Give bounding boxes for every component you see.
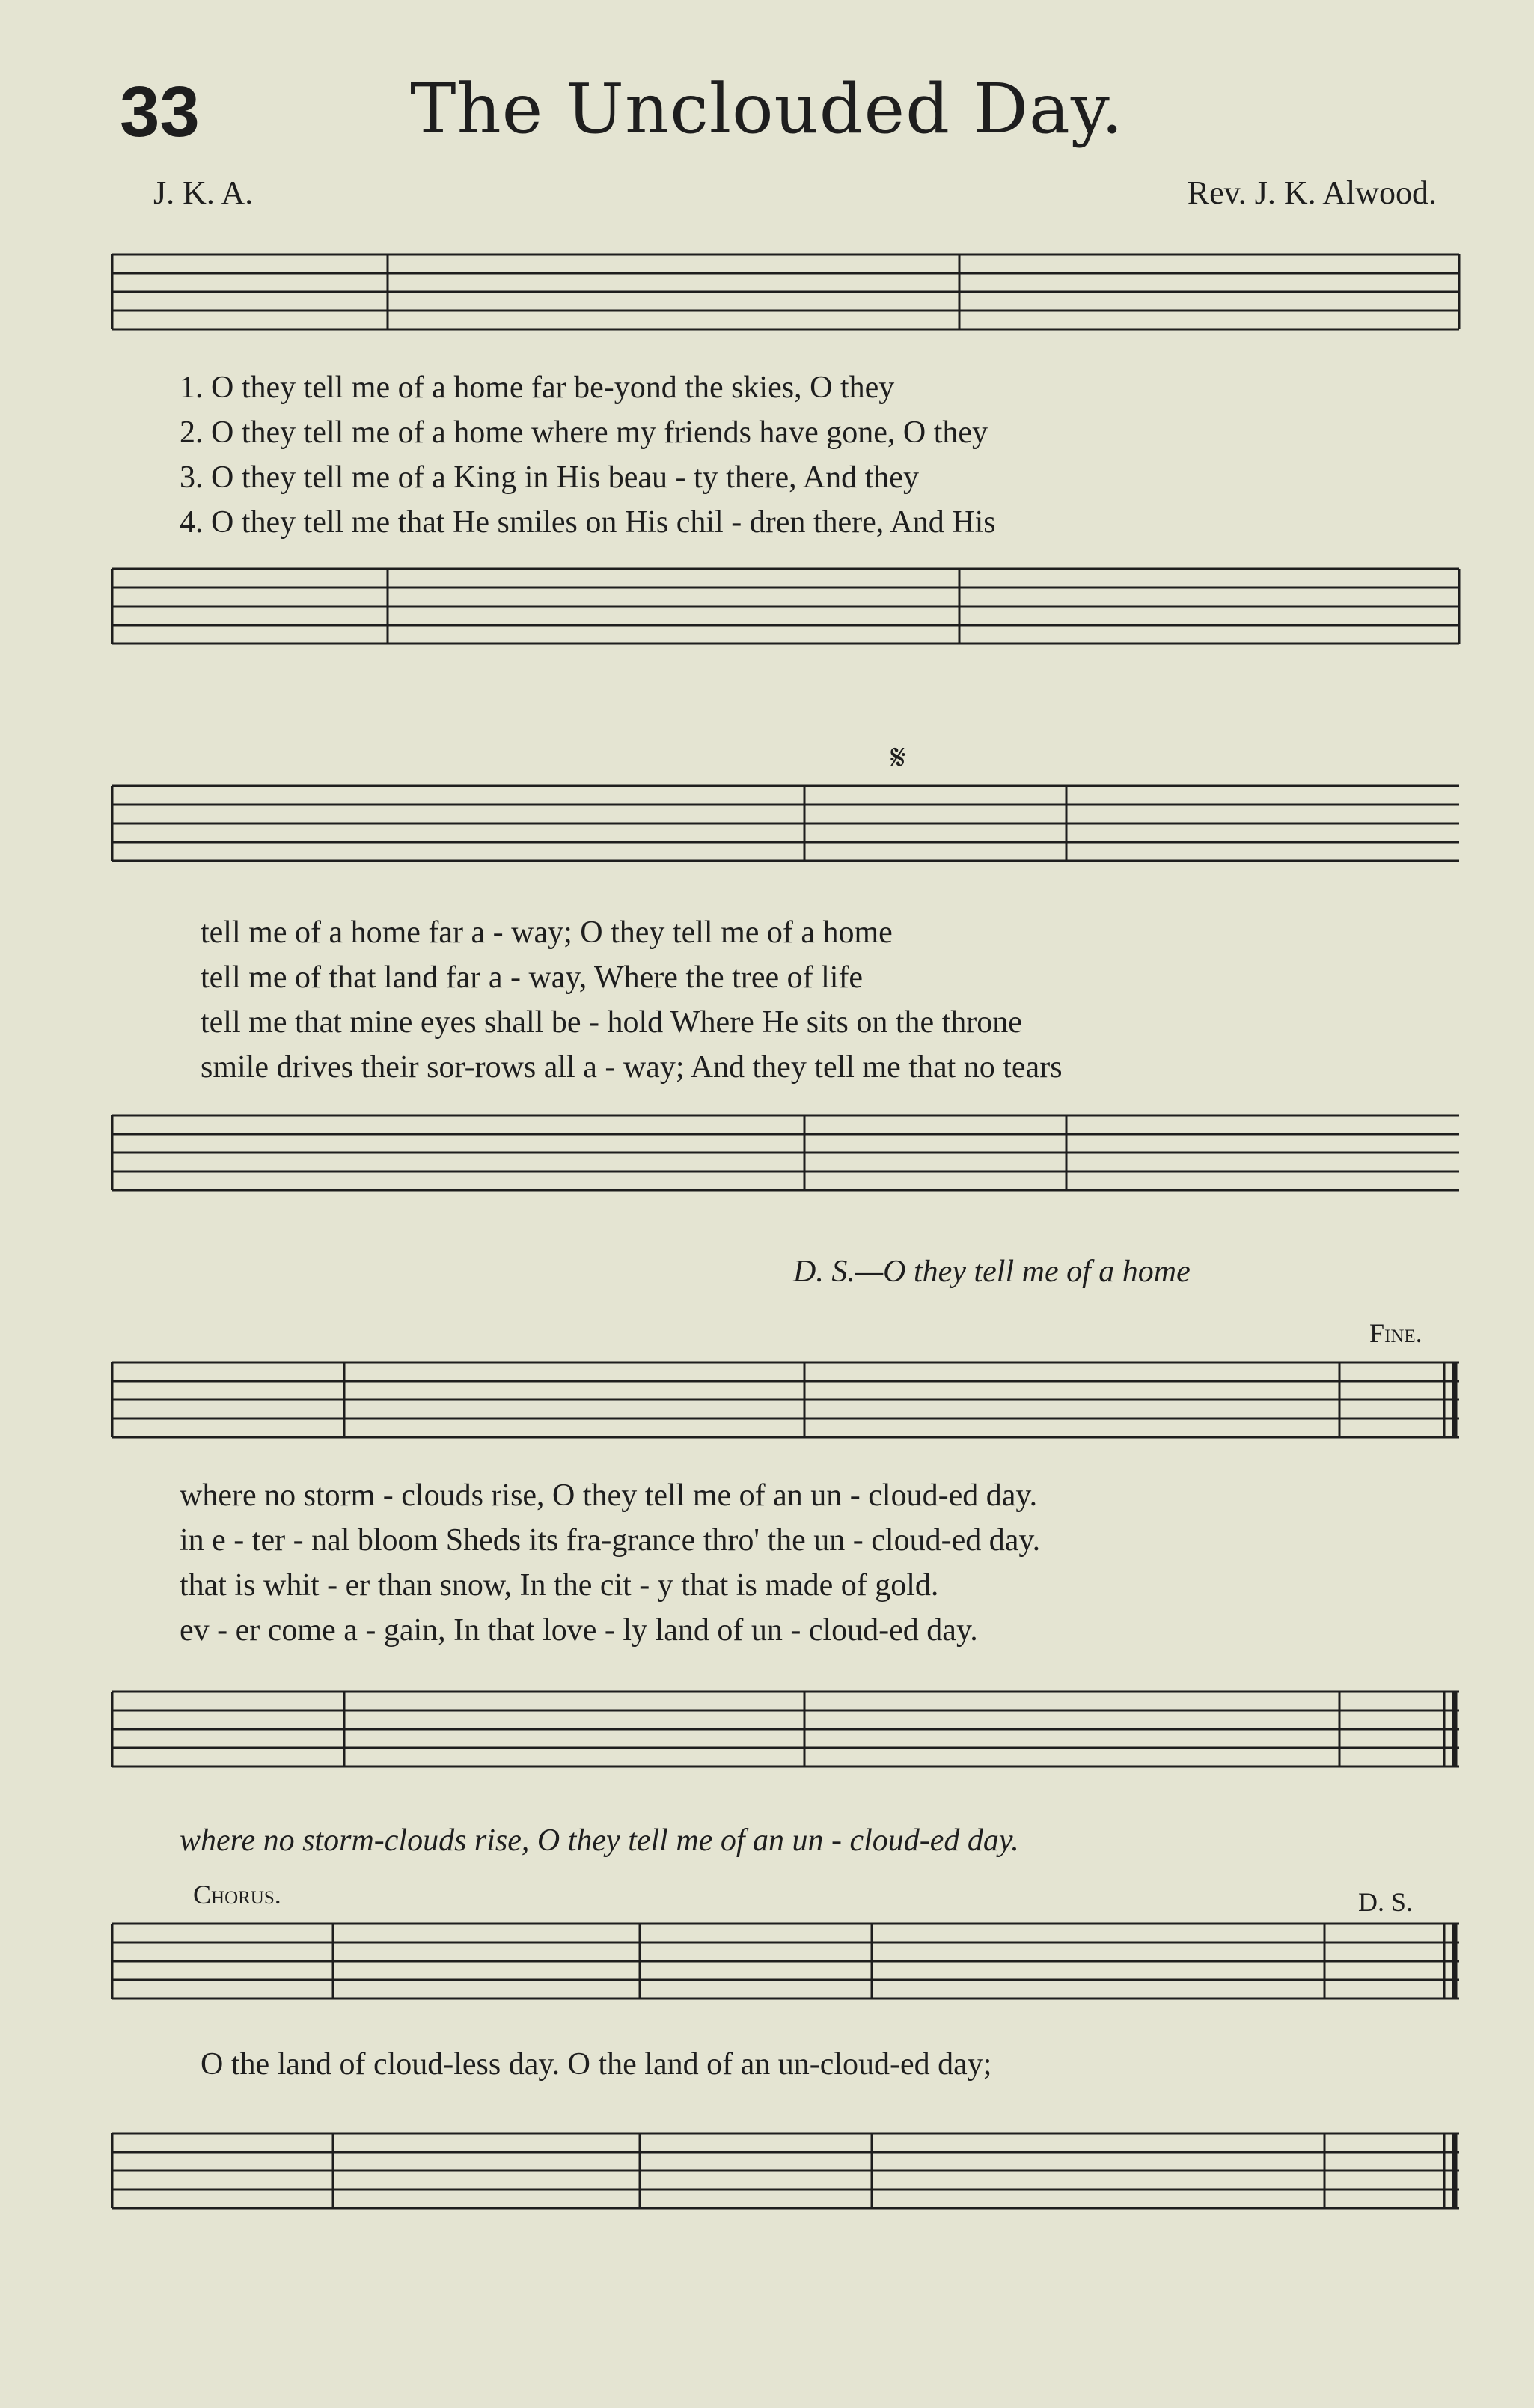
segno-sign: 𝄋: [890, 738, 906, 778]
lyricist-credit: J. K. A.: [153, 174, 254, 211]
bass-staff-system-1: [0, 554, 1534, 674]
lyric-line-2: in e - ter - nal bloom Sheds its fra-grance thro' the un - cloud-ed day.: [180, 1523, 1041, 1558]
lyric-line-1: tell me of a home far a - way; O they tell me of a home: [201, 915, 893, 950]
lyric-line-1: 1. O they tell me of a home far be-yond the skies, O they: [180, 371, 895, 405]
bass-staff-system-2: [0, 1100, 1534, 1258]
fine-marker: Fine.: [1369, 1318, 1423, 1348]
lyric-line-1: where no storm - clouds rise, O they tell me of an un - cloud-ed day.: [180, 1478, 1038, 1513]
ds-marker: D. S.: [1358, 1887, 1414, 1917]
lyric-line-4: ev - er come a - gain, In that love - ly land of un - cloud-ed day.: [180, 1613, 978, 1648]
treble-staff-system-4: [0, 1916, 1534, 2058]
chorus-lyrics: [201, 2042, 1452, 2087]
verse-lyrics-system-3: [180, 1473, 1452, 1653]
verse-lyrics-system-1: [180, 365, 1452, 545]
refrain-lyric-line: where no storm-clouds rise, O they tell me of an un - cloud-ed day.: [180, 1823, 1019, 1858]
lyric-line-1: O the land of cloud-less day. O the land of an un-cloud-ed day;: [201, 2047, 992, 2082]
lyric-line-3: 3. O they tell me of a King in His beau - ty there, And they: [180, 460, 919, 495]
lyric-line-3: that is whit - er than snow, In the cit - y that is made of gold.: [180, 1568, 939, 1603]
lyric-line-2: 2. O they tell me of a home where my friends have gone, O they: [180, 415, 988, 450]
bass-staff-system-4: [0, 2118, 1534, 2246]
hymn-title: The Unclouded Day.: [410, 69, 1124, 149]
lyric-line-2: tell me of that land far a - way, Where the tree of life: [201, 960, 864, 995]
lyric-line-3: tell me that mine eyes shall be - hold Where He sits on the throne: [201, 1005, 1022, 1040]
verse-lyrics-system-2: [201, 910, 1452, 1090]
lyric-line-4: smile drives their sor-rows all a - way; And they tell me that no tears: [201, 1050, 1063, 1085]
treble-staff-system-2: [0, 778, 1534, 921]
ds-lyric-line: D. S.—O they tell me of a home: [793, 1255, 1191, 1289]
chorus-label: Chorus.: [193, 1880, 281, 1909]
lyric-line-4: 4. O they tell me that He smiles on His chil - dren there, And His: [180, 505, 996, 540]
hymn-number: 33: [120, 72, 200, 152]
bass-staff-system-3: [0, 1677, 1534, 1811]
composer-credit: Rev. J. K. Alwood.: [1187, 174, 1437, 211]
